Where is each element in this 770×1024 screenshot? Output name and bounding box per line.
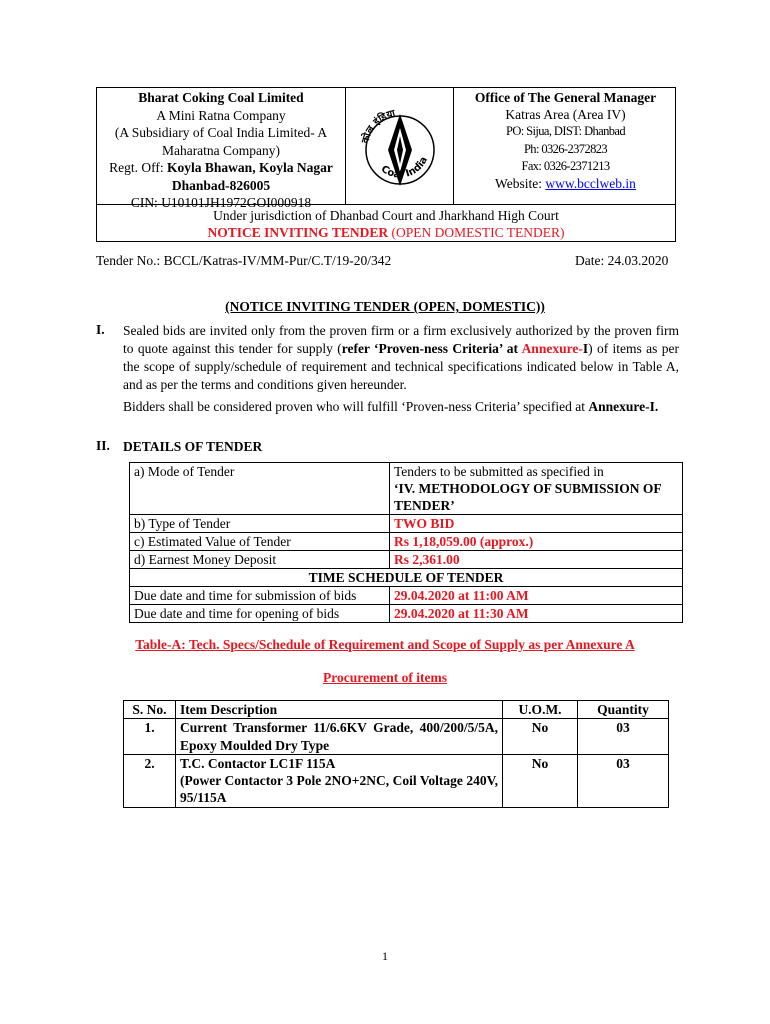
section-2-title: DETAILS OF TENDER [123,439,263,454]
mode-value [390,463,683,515]
office-info [454,88,677,205]
section-1-paragraph [123,322,679,394]
office-fax: Fax: 0326-2371213 [521,158,610,173]
table-row [130,515,683,533]
p1-text-e: ) of items as per the scope of supply/schedule of requirement and technical specifications indicated below in Table A, and as per the terms and conditions given hereunder. [123,341,679,392]
estimated-value: Rs 1,18,059.00 (approx.) [390,533,683,551]
table-row [130,569,683,587]
row1-uom: No [503,719,578,755]
p1-annexure-num: I [582,341,589,356]
row2-uom: No [503,754,578,807]
regt-prefix: Regt. Off: [109,160,168,175]
row2-desc-b: (Power Contactor 3 Pole 2NO+2NC, Coil Voltage 240V, 95/115A [180,773,498,806]
section-1-number: I. [96,322,105,337]
mode-value-a: Tenders to be submitted as specified in [394,464,604,479]
table-header-row [124,701,669,719]
section-2-number: II. [96,438,110,453]
emd-value: Rs 2,361.00 [390,551,683,569]
mode-label: a) Mode of Tender [130,463,390,515]
items-table [123,700,669,808]
row1-sno: 1. [124,719,176,755]
company-tagline: A Mini Ratna Company [156,107,286,123]
row2-desc-a: T.C. Contactor LC1F 115A [180,755,336,771]
tender-date: Date: 24.03.2020 [575,253,669,268]
table-row [124,754,669,807]
company-subsidiary-cont: Maharatna Company) [161,142,281,158]
table-row [130,463,683,515]
header-uom: U.O.M. [503,701,578,719]
registered-office [97,159,345,177]
logo-text-bottom: Coal India [378,155,431,181]
website-link[interactable]: www.bcclweb.in [545,176,636,192]
opening-label: Due date and time for opening of bids [130,605,390,623]
header-sno: S. No. [124,701,176,719]
letterhead-box [96,87,676,242]
coal-india-logo [346,88,454,204]
notice-bold: NOTICE INVITING TENDER [207,225,389,240]
header-qty: Quantity [578,701,669,719]
notice-rest: (OPEN DOMESTIC TENDER) [388,225,565,240]
table-row [130,533,683,551]
office-area: Katras Area (Area IV) [505,107,626,123]
row2-sno: 2. [124,754,176,807]
row2-qty: 03 [578,754,669,807]
table-row [124,719,669,755]
estimated-value-label: c) Estimated Value of Tender [130,533,390,551]
nit-heading: (NOTICE INVITING TENDER (OPEN, DOMESTIC)) [225,299,545,314]
office-po: PO: Sijua, DIST: Dhanbad [506,124,625,139]
p2-annexure: Annexure-I. [588,399,659,414]
procurement-title: Procurement of items [323,670,447,685]
section-1-proven [123,398,679,416]
type-label: b) Type of Tender [130,515,390,533]
company-cin: CIN: U10101JH1972GOI000918 [130,195,312,210]
office-website [454,175,677,192]
logo-text-top: कोल इंडिया [360,108,397,145]
schedule-title: TIME SCHEDULE OF TENDER [130,569,683,587]
jurisdiction-text: Under jurisdiction of Dhanbad Court and Jharkhand High Court [213,208,559,223]
p1-text-a: Sealed bids are invited only from the proven firm or a firm exclusively authorized by the proven firm to quote against this tender for supply ( [123,323,679,356]
details-table [129,462,683,623]
p2-text: Bidders shall be considered proven who will fulfill ‘Proven-ness Criteria’ specified at [123,399,589,414]
submission-label: Due date and time for submission of bids [130,587,390,605]
submission-value: 29.04.2020 at 11:00 AM [390,587,683,605]
company-name: Bharat Coking Coal Limited [138,90,304,105]
type-value: TWO BID [390,515,683,533]
p1-annexure: Annexure- [521,341,583,356]
office-phone: Ph: 0326-2372823 [523,141,608,156]
regt-address: Koyla Bhawan, Koyla Nagar [167,160,333,175]
row1-desc: Current Transformer 11/6.6KV Grade, 400/200/5/5A, Epoxy Moulded Dry Type [176,719,503,755]
company-info [97,88,346,210]
row1-qty: 03 [578,719,669,755]
table-a-title: Table-A: Tech. Specs/Schedule of Requirement and Scope of Supply as per Annexure A [135,637,635,652]
table-row [130,605,683,623]
opening-value: 29.04.2020 at 11:30 AM [390,605,683,623]
website-label: Website: [495,176,546,192]
table-row [130,587,683,605]
tender-number: Tender No.: BCCL/Katras-IV/MM-Pur/C.T/19-20/342 [96,253,392,268]
p1-text-b: refer ‘Proven-ness Criteria’ at [341,341,522,356]
notice-type [97,224,675,241]
company-subsidiary: (A Subsidiary of Coal India Limited- A [114,125,328,140]
emd-label: d) Earnest Money Deposit [130,551,390,569]
mode-value-b: ‘IV. METHODOLOGY OF SUBMISSION OF TENDER’ [394,481,662,513]
office-title: Office of The General Manager [474,90,657,105]
row2-desc [176,754,503,807]
table-row [130,551,683,569]
header-desc: Item Description [176,701,503,719]
page-number: 1 [382,949,388,963]
company-city: Dhanbad-826005 [171,177,271,193]
jurisdiction-block [97,204,675,242]
